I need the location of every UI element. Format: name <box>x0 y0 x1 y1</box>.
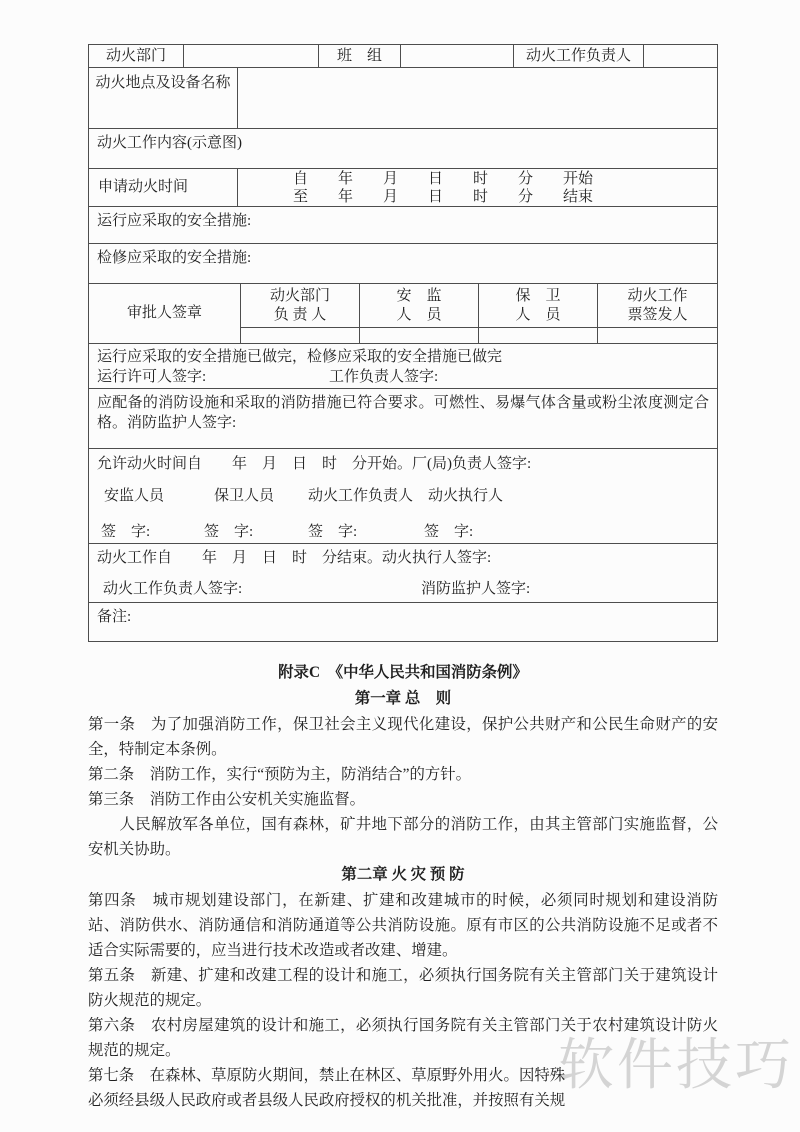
signature-cell <box>360 328 479 343</box>
table-row-header <box>89 45 717 68</box>
team-label: 班 组 <box>319 45 401 67</box>
work-content-label: 动火工作内容(示意图) <box>97 135 242 151</box>
maintenance-measures-label: 检修应采取的安全措施: <box>97 250 252 266</box>
approver-col-ticket-issuer: 动火工作 票签发人 <box>627 288 688 323</box>
work-leader-label: 动火工作负责人 <box>514 45 644 67</box>
fire-dept-label: 动火部门 <box>89 45 184 67</box>
table-row-location <box>89 68 717 129</box>
approver-col-fire-dept: 动火部门 负 责 人 <box>241 284 360 327</box>
table-row-remarks <box>89 603 717 641</box>
table-row-work-content <box>89 129 717 169</box>
appendix-paragraph-article-5: 第五条 新建、扩建和改建工程的设计和施工，必须执行国务院有关主管部门关于建筑设计防火规范的规定。 <box>88 967 718 1009</box>
article-7-line-1: 第七条 在森林、草原防火期间，禁止在林区、草原野外用火。因特殊 <box>88 1067 566 1084</box>
role-security-staff: 保卫人员 <box>214 488 275 504</box>
hot-work-permit-table <box>88 44 718 642</box>
approver-signature-row <box>241 328 717 343</box>
signature-label: 签 字: <box>424 524 474 540</box>
appendix-paragraph-article-1: 第一条 为了加强消防工作，保卫社会主义现代化建设，保护公共财产和公民生命财产的安全，特制定本条例。 <box>88 716 718 758</box>
fire-dept-value-cell <box>184 45 319 67</box>
operation-permit-signature-label: 运行许可人签字: <box>97 369 207 385</box>
signature-cell <box>598 328 717 343</box>
signature-label: 签 字: <box>101 524 151 540</box>
appendix-section <box>88 660 718 1113</box>
appendix-title: 附录C 《中华人民共和国消防条例》 <box>278 664 528 681</box>
location-value-cell <box>238 68 717 128</box>
table-row-work-end <box>89 544 717 603</box>
role-work-leader: 动火工作负责人 <box>308 488 414 504</box>
permit-start-line: 允许动火时间自 年 月 日 时 分开始。厂(局)负责人签字: <box>97 456 532 472</box>
fire-facilities-text: 应配备的消防设施和采取的消防措施已符合要求。可燃性、易爆气体含量或粉尘浓度测定合格。消防监护人签字: <box>97 395 709 431</box>
apply-time-end-line: 至 年 月 日 时 分 结束 <box>293 189 594 205</box>
watermark-text: 软件技巧 <box>558 1033 794 1096</box>
appendix-paragraph-article-6: 第六条 农村房屋建筑的设计和施工，必须执行国务院有关主管部门关于农村建筑设计防火规范的规定。 <box>88 1017 718 1059</box>
apply-time-label: 申请动火时间 <box>89 169 238 206</box>
work-leader-signature-label: 动火工作负责人签字: <box>103 581 243 597</box>
apply-time-value-cell <box>238 169 717 206</box>
approver-col-security: 保 卫 人 员 <box>479 284 598 327</box>
table-row-measures-done <box>89 344 717 389</box>
work-leader-signature-label: 工作负责人签字: <box>329 369 439 385</box>
approver-header-row <box>241 284 717 328</box>
approver-columns <box>241 284 717 343</box>
article-7-line-2: 必须经县级人民政府或者县级人民政府授权的机关批准，并按照有关规 <box>88 1092 566 1109</box>
chapter-2-heading: 第二章 火 灾 预 防 <box>341 866 465 883</box>
role-executor: 动火执行人 <box>428 488 504 504</box>
table-row-approver-seal <box>89 284 717 344</box>
work-leader-value-cell <box>644 45 717 67</box>
appendix-paragraph-article-3: 第三条 消防工作由公安机关实施监督。 <box>88 791 366 808</box>
role-safety-staff: 安监人员 <box>104 488 165 504</box>
chapter-1-heading: 第一章 总 则 <box>354 690 452 707</box>
signature-label: 签 字: <box>308 524 358 540</box>
location-label: 动火地点及设备名称 <box>89 68 238 128</box>
table-row-permit-start <box>89 449 717 544</box>
table-row-operation-measures <box>89 207 717 244</box>
approver-seal-label: 审批人签章 <box>89 284 241 343</box>
team-value-cell <box>401 45 514 67</box>
remarks-label: 备注: <box>97 609 132 625</box>
appendix-paragraph-article-7 <box>88 1063 718 1113</box>
signature-label: 签 字: <box>204 524 254 540</box>
table-row-apply-time <box>89 169 717 207</box>
appendix-paragraph-article-2: 第二条 消防工作，实行“预防为主，防消结合”的方针。 <box>88 766 472 783</box>
signature-cell <box>479 328 598 343</box>
measures-done-text: 运行应采取的安全措施已做完，检修应采取的安全措施已做完 <box>97 349 503 365</box>
apply-time-start-line: 自 年 月 日 时 分 开始 <box>293 171 594 187</box>
operation-measures-label: 运行应采取的安全措施: <box>97 213 252 229</box>
table-row-fire-facilities <box>89 389 717 449</box>
signature-cell <box>241 328 360 343</box>
table-row-maintenance-measures <box>89 244 717 284</box>
fire-guardian-signature-label: 消防监护人签字: <box>421 581 531 597</box>
appendix-paragraph-article-3-note: 人民解放军各单位，国有森林，矿井地下部分的消防工作，由其主管部门实施监督，公安机关协助。 <box>88 816 718 858</box>
appendix-paragraph-article-4: 第四条 城市规划建设部门，在新建、扩建和改建城市的时候，必须同时规划和建设消防站、消防供水、消防通信和消防通道等公共消防设施。原有市区的公共消防设施不足或者不适合实际需要的，应当进行技术改造或者改建、增建。 <box>88 892 718 959</box>
work-end-line: 动火工作自 年 月 日 时 分结束。动火执行人签字: <box>97 550 492 566</box>
approver-col-safety: 安 监 人 员 <box>360 284 479 327</box>
